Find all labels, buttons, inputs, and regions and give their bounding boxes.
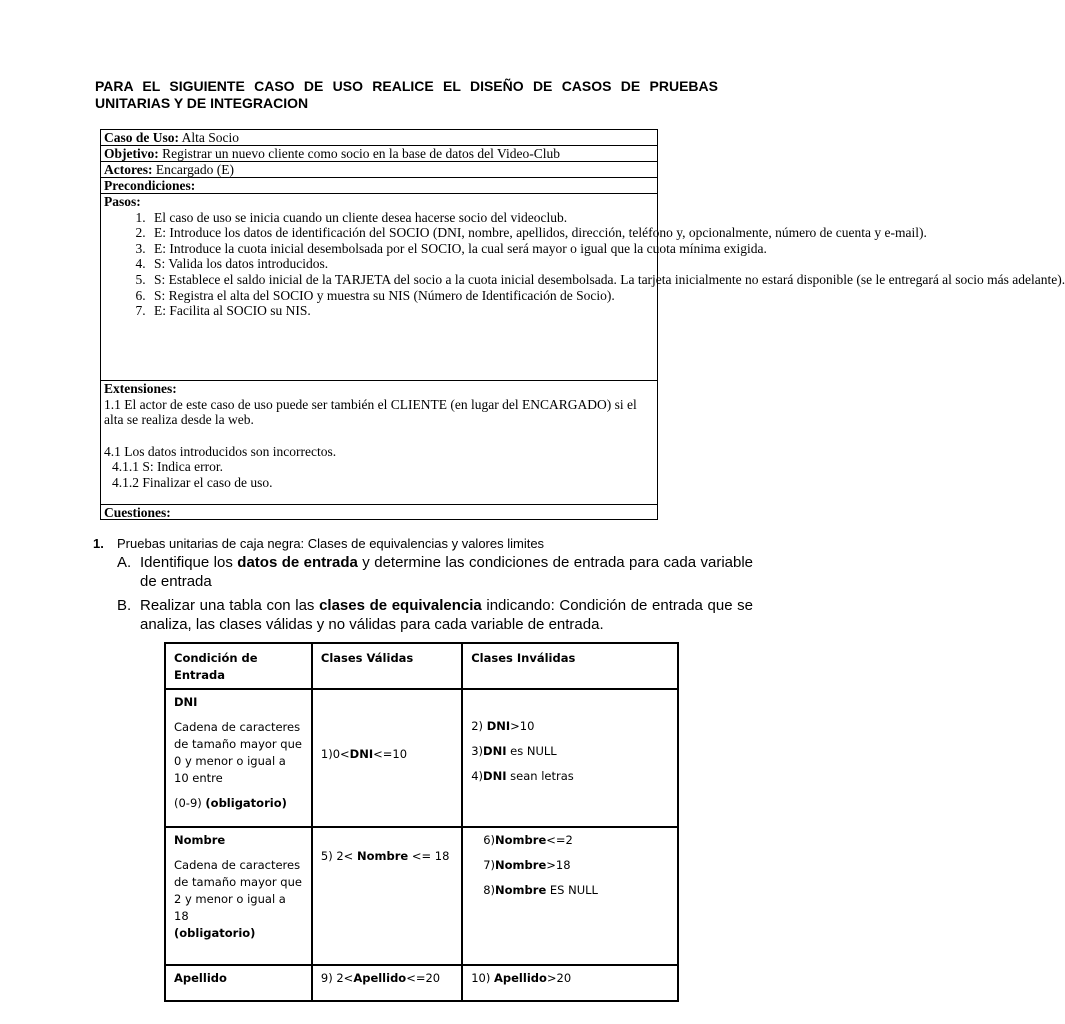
actores-value: Encargado (E) (152, 162, 234, 177)
question-block (93, 535, 753, 634)
column-header: Clases Válidas (312, 643, 462, 689)
table-header-row (165, 643, 678, 689)
column-header: Clases Inválidas (462, 643, 678, 689)
invalid-class: 10) Apellido>20 (471, 971, 572, 985)
pasos-list (104, 209, 1065, 319)
use-case-box (100, 129, 1065, 520)
actores-label: Actores: (104, 162, 153, 177)
condition-range (174, 795, 303, 812)
variable-name: Apellido (174, 971, 227, 985)
paso-item: 3. E: Introduce la cuota inicial desembolsada por el SOCIO, la cual será mayor o igual que la cuota mínima exigida. (149, 241, 654, 257)
invalid-class: 2) DNI>10 (471, 719, 535, 733)
paso-item: 1. El caso de uso se inicia cuando un cliente desea hacerse socio del videoclub. (149, 210, 654, 226)
cuestiones-row (101, 505, 657, 521)
extension-text: 4.1.2 Finalizar el caso de uso. (112, 474, 273, 490)
item-text: indicando: Condición de entrada que se analiza, las clases válidas y no válidas para cada variable de entrada. (140, 597, 754, 633)
paso-item: 5. S: Establece el saldo inicial de la TARJETA del socio a la cuota inicial desembolsada. La tarjeta inicialmente no estará disponible (se le entregará al socio más adelante). (149, 272, 654, 288)
objetivo-row (101, 146, 657, 162)
question-main (93, 535, 753, 552)
actores-row (101, 162, 657, 178)
invalid-cell (462, 689, 678, 827)
objetivo-value: Registrar un nuevo cliente como socio en la base de datos del Video-Club (158, 146, 560, 161)
valid-class: 1)0<DNI<=10 (320, 746, 408, 761)
pasos-label: Pasos: (104, 194, 141, 209)
condition-cell (165, 689, 312, 827)
valid-cell (312, 689, 462, 827)
invalid-cell (462, 827, 678, 965)
valid-cell (312, 827, 462, 965)
invalid-cell (462, 965, 678, 1001)
variable-name: Nombre (174, 833, 226, 847)
pasos-row (101, 194, 1065, 381)
variable-name: DNI (174, 695, 198, 709)
invalid-class: 7)Nombre>18 (483, 858, 571, 872)
table-row-apellido (165, 965, 678, 1001)
invalid-class: 8)Nombre ES NULL (483, 883, 598, 897)
extension-text: 1.1 El actor de este caso de uso puede ser también el CLIENTE (en lugar del ENCARGADO) si el alta se realiza desde la web. (104, 396, 637, 428)
item-text-bold: datos de entrada (237, 554, 358, 571)
paso-item: 4. S: Valida los datos introducidos. (149, 256, 654, 272)
objetivo-label: Objetivo: (104, 146, 159, 161)
valid-class: 5) 2< Nombre <= 18 (320, 849, 450, 863)
precondiciones-label: Precondiciones: (104, 178, 196, 193)
caso-label: Caso de Uso: (104, 130, 180, 145)
item-text: Realizar una tabla con las (140, 597, 320, 614)
invalid-class: 3)DNI es NULL (471, 744, 557, 758)
item-text-bold: clases de equivalencia (319, 597, 482, 614)
condition-desc (174, 857, 303, 942)
page-heading: PARA EL SIGUIENTE CASO DE USO REALICE EL DISEÑO DE CASOS DE PRUEBAS UNITARIAS Y DE INTEGRACION (95, 78, 718, 111)
question-number: 1. (93, 536, 104, 551)
valid-class: 9) 2<Apellido<=20 (320, 971, 441, 985)
question-item-a (93, 553, 753, 591)
required-text: (obligatorio) (174, 926, 256, 940)
item-text: Identifique los (140, 554, 238, 571)
desc-text: Cadena de caracteres de tamaño mayor que 2 y menor o igual a 18 (174, 858, 302, 923)
item-letter: A. (117, 554, 132, 571)
paso-item: 2. E: Introduce los datos de identificación del SOCIO (DNI, nombre, apellidos, dirección, teléfono y, opcionalmente, número de cuenta y e-mail). (149, 225, 654, 241)
item-text: y determine las condiciones de entrada para cada variable de entrada (140, 554, 754, 590)
required-text: (obligatorio) (205, 796, 287, 810)
invalid-class: 4)DNI sean letras (471, 769, 574, 783)
extension-text: 4.1 Los datos introducidos son incorrectos. (104, 443, 337, 459)
table-row-dni (165, 689, 678, 827)
extensiones-row (101, 381, 657, 505)
column-header: Condición de Entrada (165, 643, 312, 689)
caso-de-uso-row (101, 130, 657, 146)
table-row-nombre (165, 827, 678, 965)
condition-cell (165, 827, 312, 965)
range-text: (0-9) (174, 796, 206, 810)
caso-value: Alta Socio (179, 130, 240, 145)
cuestiones-label: Cuestiones: (104, 505, 171, 520)
invalid-class: 6)Nombre<=2 (483, 833, 573, 847)
extensiones-label: Extensiones: (104, 381, 177, 396)
condition-desc: Cadena de caracteres de tamaño mayor que 0 y menor o igual a 10 entre (174, 720, 302, 785)
equivalence-table (164, 642, 679, 1002)
question-text: Pruebas unitarias de caja negra: Clases de equivalencias y valores limites (117, 536, 545, 551)
paso-item: 6. S: Registra el alta del SOCIO y muestra su NIS (Número de Identificación de Socio). (149, 288, 654, 304)
extension-text: 4.1.1 S: Indica error. (112, 459, 223, 475)
item-letter: B. (117, 597, 132, 614)
valid-cell (312, 965, 462, 1001)
paso-item: 7. E: Facilita al SOCIO su NIS. (149, 303, 654, 319)
precondiciones-row (101, 178, 657, 194)
question-item-b (93, 596, 753, 634)
condition-cell (165, 965, 312, 1001)
